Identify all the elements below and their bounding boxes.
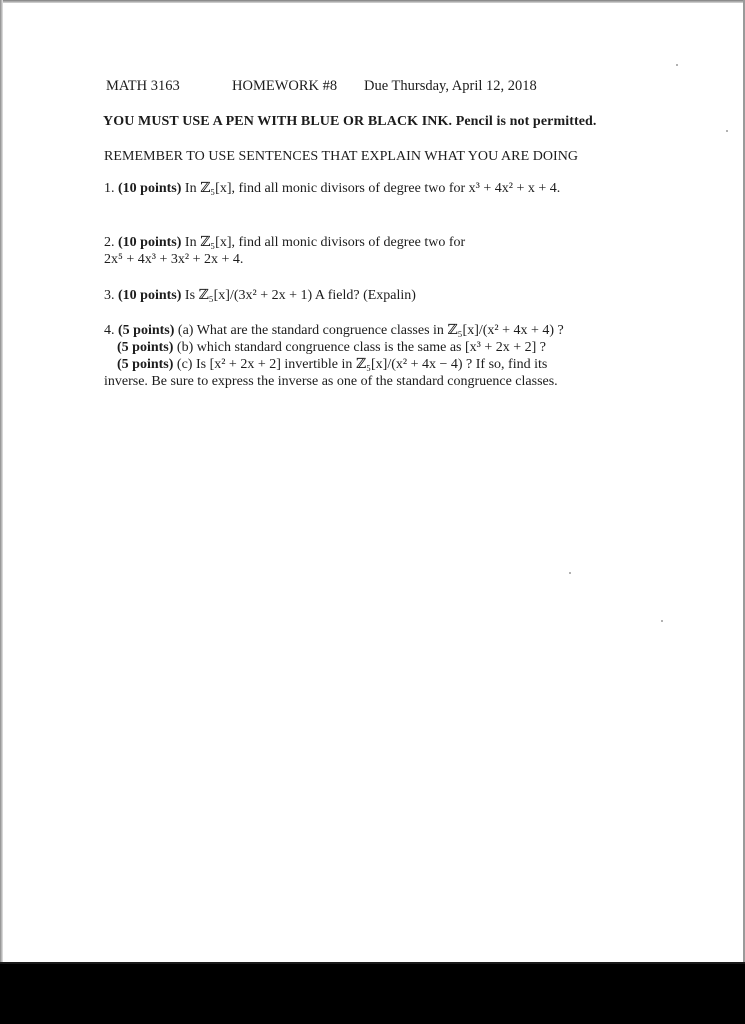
- question-1-number: 1.: [104, 181, 115, 196]
- pen-notice-main: YOU MUST USE A PEN WITH BLUE OR BLACK INK.: [103, 114, 453, 129]
- question-2: [104, 234, 465, 252]
- question-3: [104, 287, 416, 305]
- question-4c-points: (5 points): [117, 357, 174, 372]
- scan-speck: [676, 64, 678, 66]
- question-2-text-line2: 2x⁵ + 4x³ + 3x² + 2x + 4.: [104, 252, 244, 267]
- course-code: MATH 3163: [106, 78, 180, 94]
- due-date: Due Thursday, April 12, 2018: [364, 78, 537, 94]
- question-4a: [104, 322, 564, 340]
- scan-speck: [569, 572, 571, 574]
- scan-edge-left: [0, 0, 3, 1024]
- question-4-number: 4.: [104, 323, 115, 338]
- question-2-text-line1: In ℤ₅[x], find all monic divisors of degree two for: [184, 235, 466, 250]
- scan-speck: [661, 620, 663, 622]
- pen-notice: [103, 113, 597, 131]
- question-2-number: 2.: [104, 235, 115, 250]
- question-4a-text: What are the standard congruence classes in ℤ₅[x]/(x² + 4x + 4) ?: [196, 323, 564, 338]
- question-3-number: 3.: [104, 288, 115, 303]
- question-4c-text-line2: inverse. Be sure to express the inverse as one of the standard congruence classes.: [104, 374, 558, 389]
- question-1: [104, 180, 560, 198]
- question-4a-label: (a): [177, 323, 194, 338]
- pen-notice-pencil: Pencil is not permitted.: [455, 114, 597, 129]
- question-4b: [117, 339, 546, 357]
- assignment-title: HOMEWORK #8: [232, 78, 338, 94]
- question-4b-points: (5 points): [117, 340, 174, 355]
- scan-edge-top: [0, 0, 745, 3]
- question-4a-points: (5 points): [118, 323, 175, 338]
- question-4c-text: Is [x² + 2x + 2] invertible in ℤ₅[x]/(x² + 4x − 4) ? If so, find its: [195, 357, 548, 372]
- scan-edge-bottom: [0, 962, 745, 1024]
- sentences-notice: REMEMBER TO USE SENTENCES THAT EXPLAIN WHAT YOU ARE DOING: [104, 149, 579, 164]
- question-4b-text: which standard congruence class is the same as [x³ + 2x + 2] ?: [196, 340, 547, 355]
- question-4c-label: (c): [176, 357, 193, 372]
- question-1-text: In ℤ₅[x], find all monic divisors of degree two for x³ + 4x² + x + 4.: [184, 181, 561, 196]
- question-4c: [117, 356, 547, 374]
- scan-speck: [726, 130, 728, 132]
- question-2-points: (10 points): [118, 235, 182, 250]
- question-3-text: Is ℤ₅[x]/(3x² + 2x + 1) A field? (Expalin): [184, 288, 416, 303]
- question-1-points: (10 points): [118, 181, 182, 196]
- question-4b-label: (b): [176, 340, 194, 355]
- question-3-points: (10 points): [118, 288, 182, 303]
